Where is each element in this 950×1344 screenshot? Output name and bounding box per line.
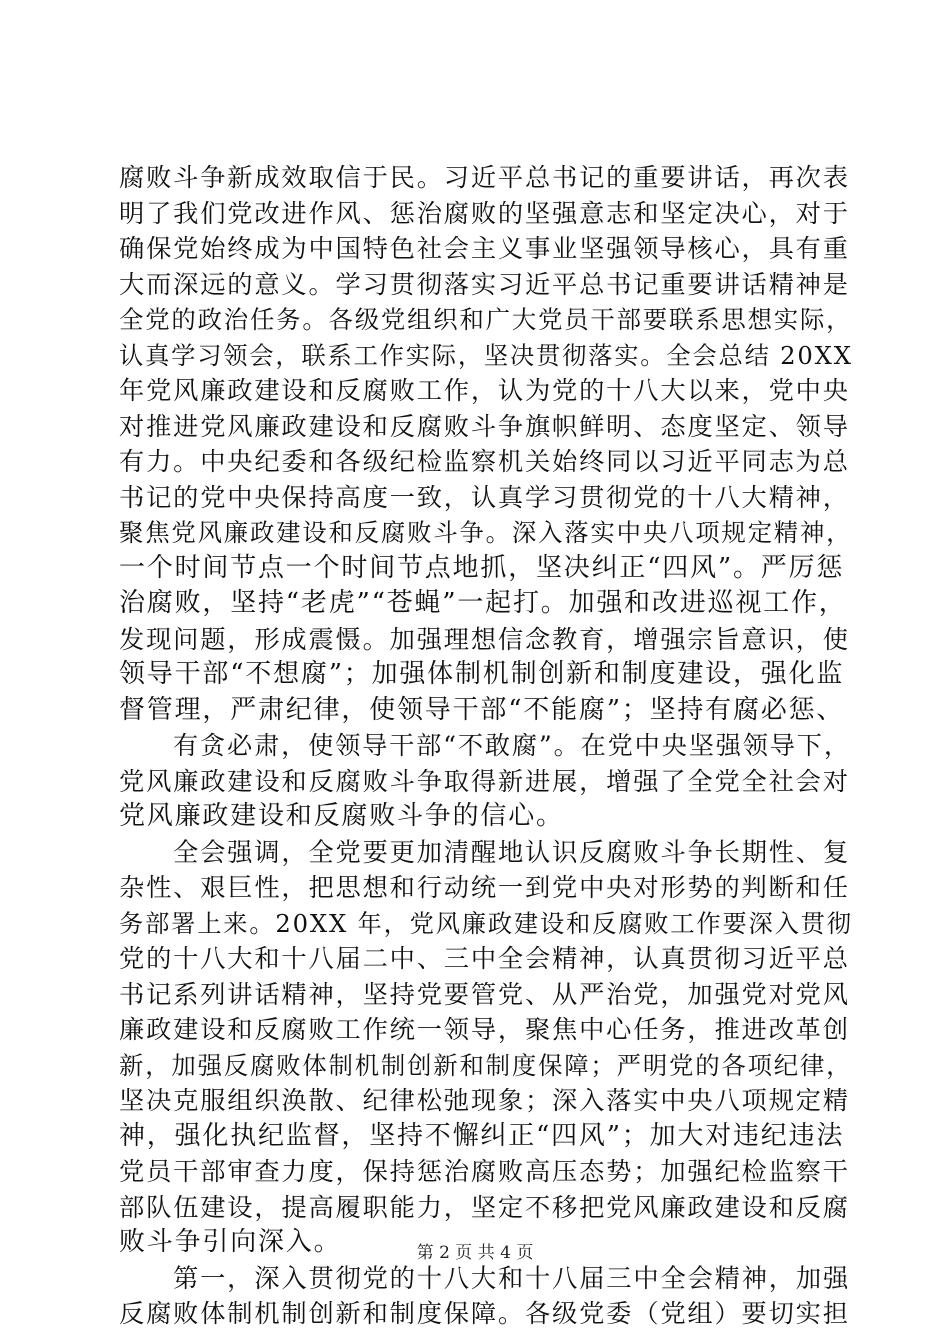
text-line: 有贪必肃，使领导干部“不敢腐”。在党中央坚强领导下，: [173, 731, 851, 760]
text-line: 有力。中央纪委和各级纪检监察机关始终同以习近平同志为总: [119, 447, 850, 476]
text-line: 败斗争引向深入。: [119, 1227, 342, 1257]
text-line: 确保党始终成为中国特色社会主义事业坚强领导核心，具有重: [119, 234, 850, 263]
text-line: 全党的政治任务。各级党组织和广大党员干部要联系思想实际，: [119, 305, 853, 334]
text-line: 聚焦党风廉政建设和反腐败斗争。深入落实中央八项规定精神，: [119, 518, 853, 547]
text-line: 廉政建设和反腐败工作统一领导，聚焦中心任务，推进改革创: [119, 1015, 850, 1044]
text-line: 全会强调，全党要更加清醒地认识反腐败斗争长期性、复: [173, 837, 851, 867]
text-line: 督管理，严肃纪律，使领导干部“不能腐”；坚持有腐必惩、: [119, 694, 845, 725]
text-line: 书记系列讲话精神，坚持党要管党、从严治党，加强党对党风: [119, 979, 850, 1009]
text-line: 坚决克服组织涣散、纪律松弛现象；深入落实中央八项规定精: [119, 1086, 850, 1115]
text-line: 新，加强反腐败体制机制创新和制度保障；严明党的各项纪律，: [119, 1050, 853, 1080]
text-line: 党员干部审查力度，保持惩治腐败高压态势；加强纪检监察干: [119, 1157, 850, 1186]
text-line: 发现问题，形成震慑。加强理想信念教育，增强宗旨意识，使: [119, 624, 850, 654]
text-line: 第一，深入贯彻党的十八大和十八届三中全会精神，加强: [173, 1263, 851, 1293]
text-line: 治腐败，坚持“老虎”“苍蝇”一起打。加强和改进巡视工作，: [119, 588, 847, 618]
body-text: [119, 160, 853, 1332]
text-line: 党的十八大和十八届二中、三中全会精神，认真贯彻习近平总: [119, 944, 850, 973]
text-line: 杂性、艰巨性，把思想和行动统一到党中央对形势的判断和任: [119, 873, 850, 902]
text-line: 反腐败体制机制创新和制度保障。各级党委（党组）要切实担: [119, 1299, 850, 1328]
text-line: 书记的党中央保持高度一致，认真学习贯彻党的十八大精神，: [119, 482, 850, 512]
page-footer: 第 2 页 共 4 页: [416, 1243, 534, 1263]
text-line: 年党风廉政建设和反腐败工作，认为党的十八大以来，党中央: [119, 376, 850, 405]
text-line: 腐败斗争新成效取信于民。习近平总书记的重要讲话，再次表: [119, 163, 850, 192]
text-line: 对推进党风廉政建设和反腐败斗争旗帜鲜明、态度坚定、领导: [119, 411, 850, 441]
text-line: 党风廉政建设和反腐败斗争的信心。: [119, 801, 564, 831]
text-line: 领导干部“不想腐”；加强体制机制创新和制度建设，强化监: [119, 659, 845, 689]
text-line: 党风廉政建设和反腐败斗争取得新进展，增强了全党全社会对: [119, 766, 850, 796]
text-line: 神，强化执纪监督，坚持不懈纠正“四风”；加大对违纪违法: [119, 1120, 845, 1151]
text-line: 明了我们党改进作风、惩治腐败的坚强意志和坚定决心，对于: [119, 198, 850, 228]
text-line: 务部署上来。20XX 年，党风廉政建设和反腐败工作要深入贯彻: [119, 908, 853, 938]
text-line: 部队伍建设，提高履职能力，坚定不移把党风廉政建设和反腐: [119, 1192, 850, 1222]
text-line: 认真学习领会，联系工作实际，坚决贯彻落实。全会总结 20XX: [119, 340, 853, 370]
text-line: 大而深远的意义。学习贯彻落实习近平总书记重要讲话精神是: [119, 269, 850, 299]
text-line: 一个时间节点一个时间节点地抓，坚决纠正“四风”。严厉惩: [119, 552, 845, 583]
